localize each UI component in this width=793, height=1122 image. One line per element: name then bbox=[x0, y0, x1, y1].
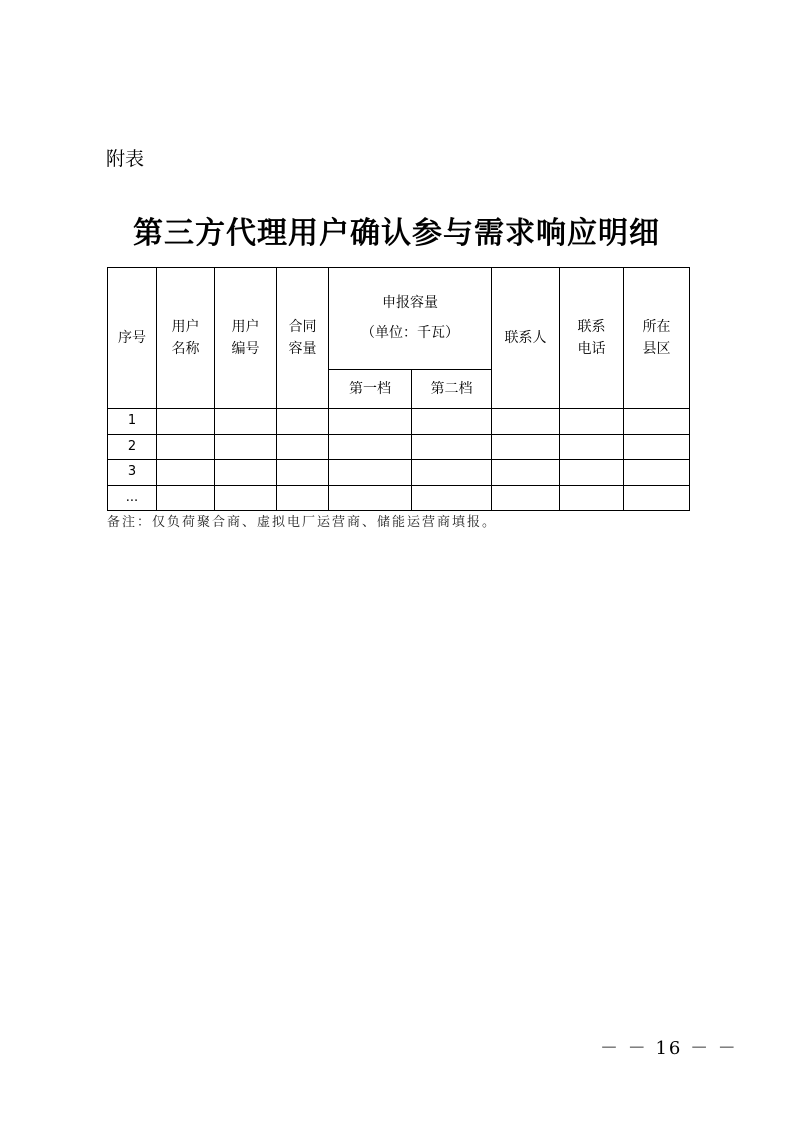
header-contract-capacity-line2: 容量 bbox=[288, 341, 317, 357]
header-user-name bbox=[157, 268, 215, 409]
cell-user-id bbox=[215, 485, 277, 511]
header-user-name-line2: 名称 bbox=[171, 341, 200, 357]
cell-user-id bbox=[215, 409, 277, 435]
cell-user-id bbox=[215, 460, 277, 486]
cell-contact bbox=[492, 409, 560, 435]
cell-user-id bbox=[215, 434, 277, 460]
row-seq: 3 bbox=[108, 460, 157, 486]
page-number: － － 16 － － bbox=[600, 1038, 738, 1059]
row-seq: 2 bbox=[108, 434, 157, 460]
cell-tier1 bbox=[329, 485, 412, 511]
cell-tier1 bbox=[329, 460, 412, 486]
row-seq: ... bbox=[108, 485, 157, 511]
header-county-line2: 县区 bbox=[642, 341, 671, 357]
cell-county bbox=[624, 409, 690, 435]
detail-table bbox=[107, 267, 690, 511]
cell-user-name bbox=[157, 485, 215, 511]
row-seq: 1 bbox=[108, 409, 157, 435]
header-tier2: 第二档 bbox=[412, 369, 492, 408]
cell-contact bbox=[492, 460, 560, 486]
cell-contact bbox=[492, 485, 560, 511]
cell-contract-capacity bbox=[277, 485, 329, 511]
cell-tier2 bbox=[412, 409, 492, 435]
table-row bbox=[108, 460, 690, 486]
document-title: 第三方代理用户确认参与需求响应明细 bbox=[133, 216, 660, 251]
header-user-name-line1: 用户 bbox=[171, 319, 200, 335]
cell-phone bbox=[560, 409, 624, 435]
cell-user-name bbox=[157, 434, 215, 460]
cell-tier1 bbox=[329, 409, 412, 435]
cell-contract-capacity bbox=[277, 434, 329, 460]
header-declared-capacity-label: 申报容量 bbox=[382, 295, 438, 312]
header-tier1: 第一档 bbox=[329, 369, 412, 408]
header-phone-line2: 电话 bbox=[577, 341, 606, 357]
cell-county bbox=[624, 460, 690, 486]
cell-user-name bbox=[157, 460, 215, 486]
cell-contract-capacity bbox=[277, 460, 329, 486]
cell-county bbox=[624, 434, 690, 460]
table-row bbox=[108, 434, 690, 460]
header-declared-capacity bbox=[329, 268, 492, 370]
header-county-line1: 所在 bbox=[642, 319, 671, 335]
cell-tier2 bbox=[412, 434, 492, 460]
header-contract-capacity-line1: 合同 bbox=[288, 319, 317, 335]
header-contact: 联系人 bbox=[492, 268, 560, 409]
header-contract-capacity bbox=[277, 268, 329, 409]
header-declared-capacity-unit: （单位：千瓦） bbox=[361, 325, 459, 342]
cell-phone bbox=[560, 485, 624, 511]
table-row bbox=[108, 485, 690, 511]
cell-user-name bbox=[157, 409, 215, 435]
cell-phone bbox=[560, 434, 624, 460]
attachment-label: 附表 bbox=[106, 148, 145, 170]
cell-contract-capacity bbox=[277, 409, 329, 435]
cell-tier1 bbox=[329, 434, 412, 460]
cell-county bbox=[624, 485, 690, 511]
table-row bbox=[108, 409, 690, 435]
header-phone bbox=[560, 268, 624, 409]
header-user-id-line2: 编号 bbox=[231, 341, 260, 357]
cell-contact bbox=[492, 434, 560, 460]
cell-phone bbox=[560, 460, 624, 486]
header-county bbox=[624, 268, 690, 409]
header-phone-line1: 联系 bbox=[577, 319, 606, 335]
header-user-id-line1: 用户 bbox=[231, 319, 260, 335]
header-row bbox=[108, 268, 690, 370]
table-note: 备注：仅负荷聚合商、虚拟电厂运营商、储能运营商填报。 bbox=[107, 515, 498, 530]
header-seq: 序号 bbox=[108, 268, 157, 409]
cell-tier2 bbox=[412, 460, 492, 486]
header-user-id bbox=[215, 268, 277, 409]
cell-tier2 bbox=[412, 485, 492, 511]
